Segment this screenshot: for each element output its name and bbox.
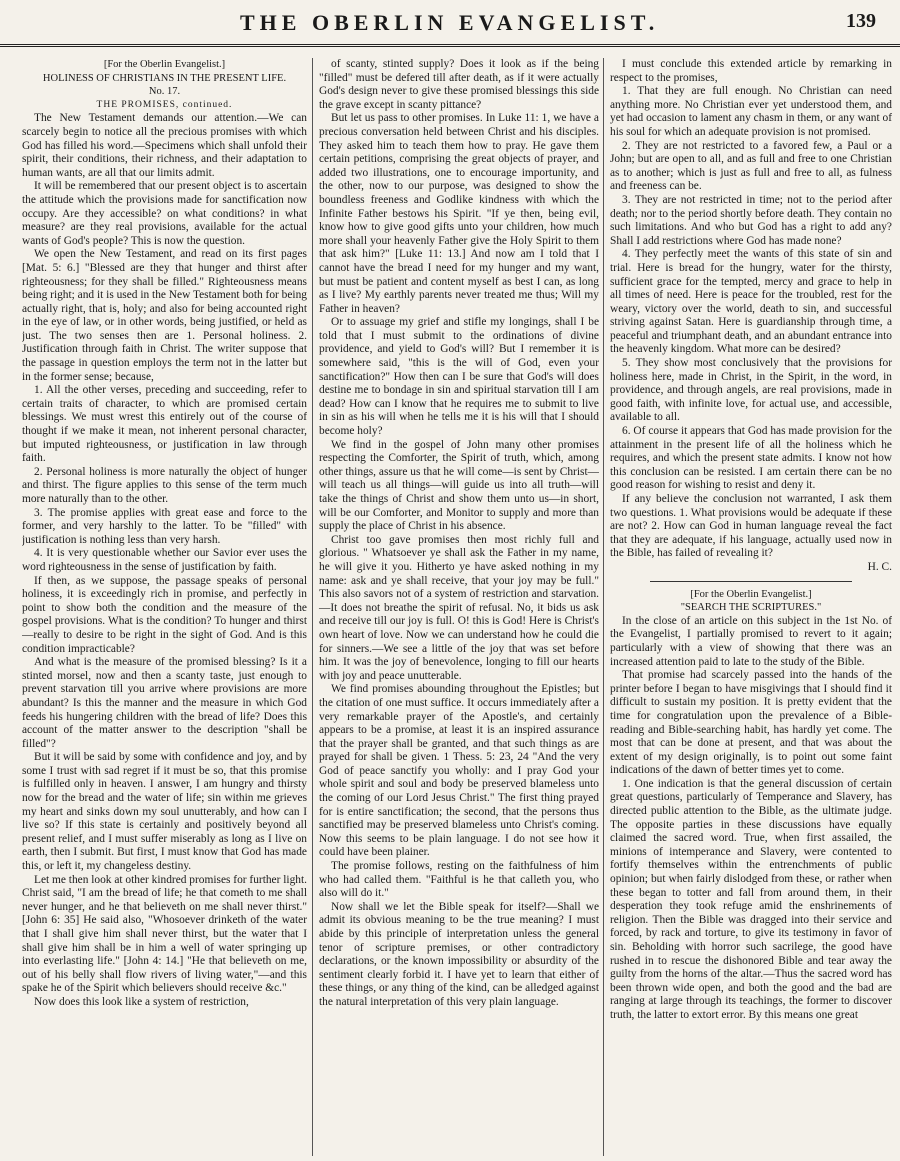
paragraph: If then, as we suppose, the passage speaks of personal holiness, it is exceedingly rich in promise, and perfectly in point to show both the condition and the measure of the gospel provisions. What is the condition? To hunger and thirst—really to desire to be right in the sight of God. And is this condition impracticable? [22,574,307,655]
paragraph: And what is the measure of the promised blessing? Is it a stinted morsel, now and then a scanty taste, just enough to prevent starvation till you arrive where provisions are more abundant? Is this the manner and the measure in which God feeds his hungering children with the bread of life? Does this account of the matter answer to the description "shall be filled"? [22,656,307,750]
paragraph: We find in the gospel of John many other promises respecting the Comforter, the Spirit of truth, which, among other things, assure us that he will come—is sent by Christ—will teach us all things—will guide us into all truth—will take the things of Christ and show them unto us—in short, will be our Comforter, and Monitor to supply and more than supply the place of Christ in his absence. [319,438,599,533]
paragraph: But it will be said by some with confidence and joy, and by some I trust with sad regret if it must be so, that this promise is fulfilled only in heaven. I answer, I am hungry and thirsty now for the bread and the water of life; sin within me grieves my heart and sinks down my soul unutterably, and how can I live so? If this state is certainly and positively beyond all present relief, and I must suffer miserably as long as I live on earth, then I submit. But first, I must know that God has made this, or left it, my changeless destiny. [22,751,307,873]
column-3-body [610,58,892,561]
paragraph: Let me then look at other kindred promises for further light. Christ said, "I am the bread of life; he that cometh to me shall never hunger, and he that believeth on me shall never thirst." [John 6: 35] He said also, "Whosoever drinketh of the water that I shall give him shall never thirst, but the water that I shall give him shall be in him a well of water springing up into everlasting life." [John 4: 14.] "He that believeth on me, out of his belly shall flow rivers of living water,"—and this spake he of the Spirit which believers should receive &c." [22,873,307,995]
column-1 [22,58,307,1156]
paragraph: 2. They are not restricted to a favored few, a Paul or a John; but are open to all, and as full and free to one Christian as to another; which is just as full and free to all, as fulness and freeness can be. [610,139,892,193]
paragraph: 3. They are not restricted in time; not to the period after death; nor to the period shortly before death. They contain no such limitations. And who but God has a right to add any? Shall I add restrictions where God has made none? [610,193,892,247]
paragraph: The New Testament demands our attention.—We can scarcely begin to notice all the precious promises with which God has filled his word.—Specimens which shall unfold their spirit, their conditions, their richness, and their adaptation to human wants, are all that our limits admit. [22,112,307,179]
article2-title: "SEARCH THE SCRIPTURES." [680,602,822,614]
paragraph: Now shall we let the Bible speak for itself?—Shall we admit its obvious meaning to be the true meaning? I must abide by this principle of interpretation unless the general tenor of scripture premises, or other contradictory declarations, or the known impossibility or absurdity of the sentiment clearly forbid it. I have yet to learn that either of these things, or any thing of the kind, can be alledged against the natural interpretation of this very plain language. [319,900,599,1008]
paragraph: That promise had scarcely passed into the hands of the printer before I began to have misgivings that I should find it difficult to sustain my position. It is pretty evident that the time for congratulation upon the prevalence of a Bible-reading and Bible-searching habit, has hardly yet come. The most that can be done at present, and that was about the extent of my design originally, is to point out some faint indications of the dawn of better times yet to come. [610,669,892,777]
paragraph: We open the New Testament, and read on its first pages [Mat. 5: 6.] "Blessed are they that hunger and thirst after righteousness; for they shall be filled." Righteousness means being right; and it is used in the New Testament both for being actually right, that is, holy; and also for being accounted right in the eye of law, or in other words, being justified, or held as just. The two senses then are 1. Personal holiness. 2. Justification through faith in Christ. The writer suppose that the passage in question employs the term not in the latter but in the former sense; because, [22,248,307,383]
column-2 [312,58,599,1156]
paragraph: 4. They perfectly meet the wants of this state of sin and trial. Here is bread for the hungry, water for the thirsty, sufficient grace for the tempted, mercy and grace to help in all times of need. Here is peace for the troubled, rest for the weary, victory over the world, death to sin, and successful striving against Satan. Here is guardianship through time, a peaceful and triumphant death, and an abundant entrance into the heavenly kingdom. What more can be desired? [610,248,892,356]
column-3 [603,58,892,1156]
article-number: No. 17. [148,86,181,98]
paragraph: 1. All the other verses, preceding and succeeding, refer to certain traits of character, to which are promised certain blessings. We must wrest this entirely out of the course of thought if we make it mean, not inherent personal character, but imputed righteousness, or justification in law through faith. [22,384,307,465]
publication-title: THE OBERLIN EVANGELIST. [240,10,660,35]
paragraph: 5. They show most conclusively that the provisions for holiness here, made in Christ, in the Spirit, in the word, in providence, and through angels, are real provisions, made in good faith, with infinite love, for actual use, and accessible, available to all. [610,357,892,424]
masthead [0,0,900,47]
paragraph: 6. Of course it appears that God has made provision for the attainment in the present life of all the holiness which he requires, and which the present state admits. I know not how this conclusion can be resisted. I am certain there can be no good reason for wishing to resist and deny it. [610,425,892,492]
paragraph: 3. The promise applies with great ease and force to the former, and very harshly to the latter. To be "filled" with justification is nothing less than very harsh. [22,506,307,546]
author-signature: H. C. [867,560,892,573]
article-subtitle: THE PROMISES, continued. [96,99,233,110]
column-1-body [22,112,307,1009]
paragraph: The promise follows, resting on the faithfulness of him who had called them. "Faithful is he that calleth you, who also will do it." [319,860,599,900]
paragraph: Or to assuage my grief and stifle my longings, shall I be told that I must submit to the ordinations of divine providence, and yield to God's will? But I remember it is somewhere said, "this is the will of God, even your sanctification?" How then can I be sure that God's will does destine me to bondage in sin and spiritual starvation till I am dead? How can I know that he requires me to submit to live in sin as his will when he tells me it is his will that I should become holy? [319,316,599,438]
paragraph: Now does this look like a system of restriction, [34,995,249,1008]
paragraph: I must conclude this extended article by remarking in respect to the promises, [610,58,892,84]
article2-body [610,615,892,1023]
paragraph: 4. It is very questionable whether our Savior ever uses the word righteousness in the sense of justification by faith. [22,547,307,573]
paragraph: 1. One indication is that the general discussion of certain great questions, particularly of Temperance and Slavery, has directed public attention to the Bible, as the ultimate judge. The opposite parties in these discussions have equally claimed the sacred word. True, when first assailed, the minions of intemperance and Slavery, were contented to fortify themselves within the entrenchments of public opinion; but when fairly dislodged from these, or rather when these began to totter and fall from around them, in their desperation they took refuge amid the enshrinements of religion. Then the Bible was dragged into their service and forced, by rack and torture, to give its testimony in favor of sin. Beholding with horror such sacrilege, the good have rushed in to rescue the dishonored Bible and tear away the guilty from the horns of the altar.—Thus the sacred word has been thrown wide open, and both the good and the bad are ranging at large through its teachings, the former to discover truth, the latter to extort error. By this means one great [610,777,892,1021]
article-source-note: [For the Oberlin Evangelist.] [103,59,226,70]
paragraph: It will be remembered that our present object is to ascertain the attitude which the provisions made for sanctification now occupy. Are they accessible? on what conditions? in what measure? are they real provisions, available for the actual wants of God's people? This is now the question. [22,180,307,247]
column-2-body [319,58,599,1010]
paragraph: But let us pass to other promises. In Luke 11: 1, we have a precious conversation held between Christ and his disciples. They asked him to teach them how to pray. He gave them certain petitions, comprising the great objects of prayer, and added two illustrations, one to encourage importunity, and the other, now to our purpose, was designed to show the boundless freeness and Godlike kindness with which the Infinite Father bestows his Spirit. "If ye then, being evil, know how to give good gifts unto your children, how much more shall your heavenly Father give the Holy Spirit to them that ask him?" [Luke 11: 13.] And now am I told that I cannot have the bread I need for my hunger and my want, but must be patient and content myself as best I can, as long as I live? My earthly parents never treated me thus; Will my Father in heaven? [319,112,599,315]
paragraph: In the close of an article on this subject in the 1st No. of the Evangelist, I partially promised to revert to it again; particularly with a view of showing that there was an increased attention paid to late to the study of the Bible. [610,614,892,668]
page-number: 139 [846,10,876,32]
article-divider [650,581,852,582]
paragraph: 1. That they are full enough. No Christian can need anything more. No Christian ever yet understood them, and yet had occasion to lament any chasm in them, or any want of his soul for which an adequate provision is not promised. [610,85,892,138]
paragraph: We find promises abounding throughout the Epistles; but the citation of one must suffice. It occurs immediately after a very remarkable prayer of the Apostle's, and certainly appears to be a promise, at least it is an inspired assurance that the prayer shall be granted, and that such things as are prayed for shall be given. 1 Thess. 5: 23, 24 "And the very God of peace sanctify you wholly: and I pray God your whole spirit and soul and body be preserved blameless unto the coming of our Lord Jesus Christ." The first thing prayed for is entire sanctification; the second, that the persons thus sanctified may be preserved blameless unto Christ's coming. Now this seems to be plain language. I do not see how it could have been plainer. [319,683,599,859]
paragraph: Christ too gave promises then most richly full and glorious. " Whatsoever ye shall ask the Father in my name, he will give it you. Hitherto ye have asked nothing in my name: ask and ye shall receive, that your joy may be full." This also savors not of a system of restriction and starvation.—It does not breathe the spirit of refusal. No, it bids us ask and receive till our joy is full. O! this is God! Here is Christ's own heart of love. Now we can understand how he could die for sinners.—We see a little of the joy that was set before him. It was the joy of benevolence, longing to fill our hearts with joy and peace unutterable. [319,533,599,682]
paragraph: If any believe the conclusion not warranted, I ask them two questions. 1. What provisions would be adequate if these are not? 2. How can God in human language reveal the fact that they are adequate, if his language, actually used now in the Bible, has failed of revealing it? [610,493,892,560]
article-title: HOLINESS OF CHRISTIANS IN THE PRESENT LIFE. [42,72,287,84]
paragraph: 2. Personal holiness is more naturally the object of hunger and thirst. The figure applies to this sense of the term much more naturally than to the other. [22,465,307,505]
article2-source-note: [For the Oberlin Evangelist.] [690,588,812,600]
paragraph: of scanty, stinted supply? Does it look as if the being "filled" must be defered till after death, as if it were actually God's design never to give these promised blessings this side the grave except in scanty pittance? [319,58,599,111]
